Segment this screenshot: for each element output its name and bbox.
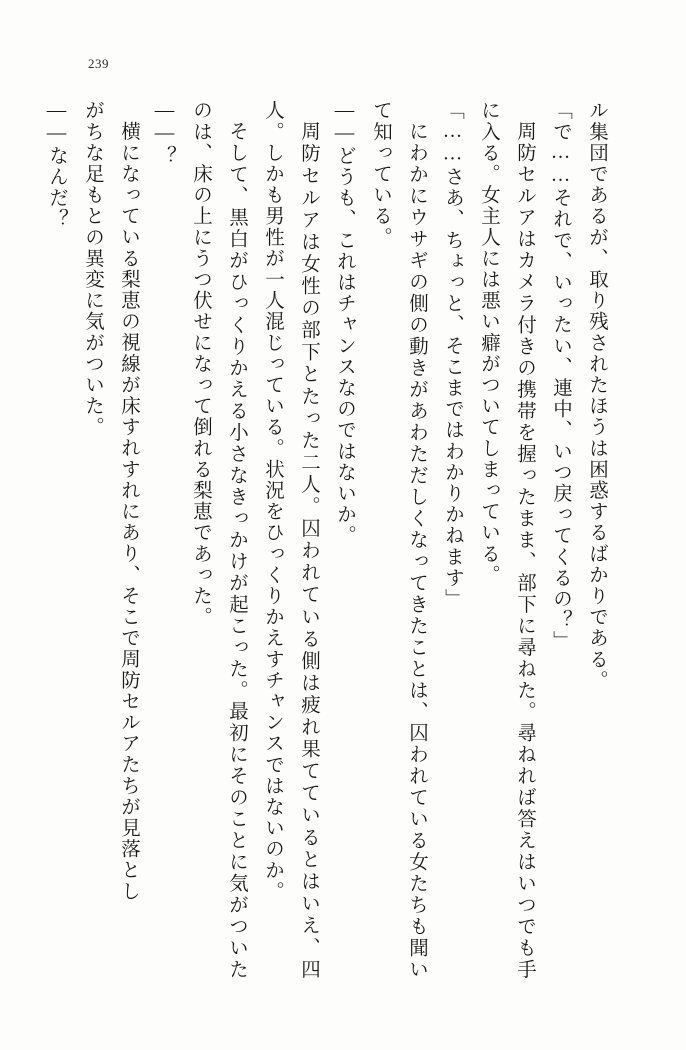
- paragraph: ――？: [154, 100, 175, 167]
- paragraph: 周防セルアはカメラ付きの携帯を握ったまま、部下に尋ねた。尋ねれば答えはいつでも手に入る。女主人には悪い癖がついてしまっている。: [478, 100, 535, 980]
- paragraph: ――どうも、これはチャンスなのではないか。: [334, 100, 355, 547]
- page-body-text: [46, 100, 614, 980]
- paragraph: 横になっている梨恵の視線が床すれすれにあり、そこで周防セルアたちが見落とし: [118, 121, 139, 902]
- paragraph: そして、黒白がひっくりかえる小さなきっかけが起こった。最初にそのことに気がついたのは、床の上にうつ伏せになって倒れる梨恵であった。: [190, 100, 247, 980]
- page-number: 239: [88, 56, 109, 71]
- paragraph: がちな足もとの異変に気がついた。: [82, 100, 103, 438]
- paragraph: 「……さあ、ちょっと、そこまではわかりかねます」: [442, 100, 463, 610]
- paragraph: 「で……それで、いったい、連中、いつ戻ってくるの？」: [550, 100, 571, 652]
- paragraph: ――なんだ？: [46, 100, 67, 230]
- paragraph: ル集団であるが、取り残されたほうは困惑するばかりである。: [586, 100, 607, 691]
- paragraph: にわかにウサギの側の動きがあわただしくなってきたことは、囚われている女たちも聞いて知っている。: [370, 100, 427, 980]
- paragraph: 周防セルアは女性の部下とたった二人。囚われている側は疲れ果てているとはいえ、四人。しかも男性が一人混じっている。状況をひっくりかえすチャンスではないのか。: [262, 100, 319, 980]
